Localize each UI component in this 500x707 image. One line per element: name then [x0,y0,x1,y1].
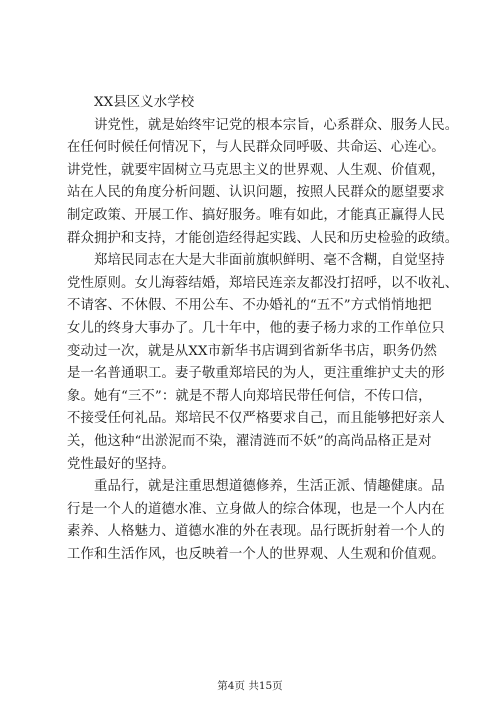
paragraph-line: 讲党性，就要牢固树立马克思主义的世界观、人生观、价值观， [67,162,445,178]
paragraph-line: 讲党性，就是始终牢记党的根本宗旨，心系群众、服务人民。 [94,117,459,133]
paragraph-line: 变动过一次，就是从XX市新华书店调到省新华书店，职务仍然 [67,343,438,359]
paragraph-line: 不请客、不休假、不用公车、不办婚礼的“五不”方式悄悄地把 [67,298,432,314]
paragraph-line: 工作和生活作风，也反映着一个人的世界观、人生观和价值观。 [67,546,445,562]
paragraph-2 [67,250,459,476]
paragraph-line: 行是一个人的道德水准、立身做人的综合体现，也是一个人内在 [67,501,445,517]
paragraph-line: 党性原则。女儿海蓉结婚，郑培民连亲友都没打招呼，以不收礼、 [67,275,459,291]
paragraph-line: 党性最好的坚持。 [67,456,175,472]
paragraph-line: 是一名普通职工。妻子敬重郑培民的为人，更注重维护丈夫的形 [67,366,445,382]
paragraph-line: 素养、人格魅力、道德水准的外在表现。品行既折射着一个人的 [67,524,445,540]
document-body [67,92,459,566]
paragraph-line: 站在人民的角度分析问题、认识问题，按照人民群众的愿望要求 [67,185,445,201]
page-footer: 第4页 共15页 [217,680,283,692]
paragraph-line: 制定政策、开展工作、搞好服务。唯有如此，才能真正赢得人民 [67,207,445,223]
paragraph-line: 不接受任何礼品。郑培民不仅严格要求自己，而且能够把好亲人 [67,411,445,427]
paragraph-3 [67,476,447,566]
paragraph-line: 象。她有“三不”：就是不帮人向郑培民带任何信，不传口信， [67,388,432,404]
paragraph-line: 群众拥护和支持，才能创造经得起实践、人民和历史检验的政绩。 [67,230,459,246]
paragraph-line: 郑培民同志在大是大非面前旗帜鲜明、毫不含糊，自觉坚持 [94,253,445,269]
paragraph-line: 重品行，就是注重思想道德修养，生活正派、情趣健康。品 [94,479,445,495]
school-name: XX县区义水学校 [94,95,195,110]
paragraph-line: 在任何时候任何情况下，与人民群众同呼吸、共命运、心连心。 [67,140,445,156]
paragraph-1 [67,115,459,251]
paragraph-line: 女儿的终身大事办了。几十年中，他的妻子杨力求的工作单位只 [67,320,445,336]
paragraph-line: 关，他这种“出淤泥而不染，濯清涟而不妖”的高尚品格正是对 [67,433,432,449]
